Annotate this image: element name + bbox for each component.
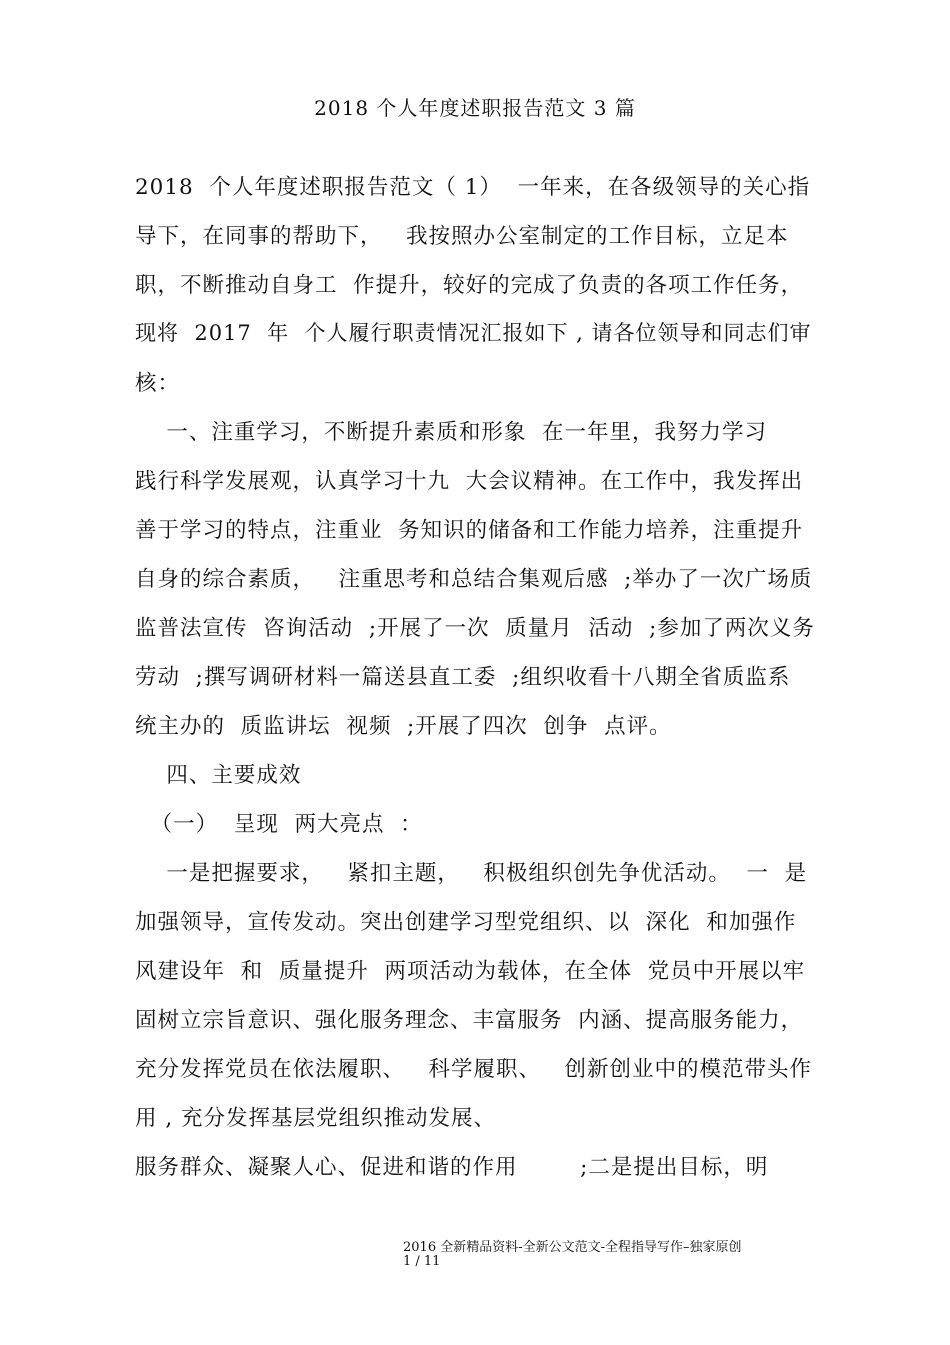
document-title: 2018 个人年度述职报告范文 3 篇 [314, 96, 636, 120]
body-line-17: 风建设年 和 质量提升 两项活动为载体，在全体 党员中开展以牢 [135, 959, 806, 984]
body-line-15: 一是把握要求， 紧扣主题， 积极组织创先争优活动。 一 是 [135, 861, 808, 886]
page-number: 1 / 11 [403, 1254, 441, 1269]
body-line-12: 统主办的 质监讲坛 视频 ;开展了四次 创争 点评。 [135, 714, 672, 739]
body-line-9: 自身的综合素质， 注重思考和总结合集观后感 ;举办了一次广场质 [135, 567, 813, 592]
body-line-16: 加强领导，宣传发动。突出创建学习型党组织、以 深化 和加强作 [135, 910, 797, 935]
section-heading: 四、主要成效 [135, 763, 302, 788]
body-line-19: 充分发挥党员在依法履职、 科学履职、 创新创业中的模范带头作 [135, 1057, 813, 1082]
body-line-20: 用 , 充分发挥基层党组织推动发展、 [135, 1106, 497, 1131]
body-line-18: 固树立宗旨意识、强化服务理念、丰富服务 内涵、提高服务能力， [135, 1008, 804, 1033]
body-line-5: 核： [135, 371, 181, 396]
subsection-heading: （一） 呈现 两大亮点 ： [135, 812, 423, 837]
body-line-11: 劳动 ;撰写调研材料一篇送县直工委 ;组织收看十八期全省质监系 [135, 665, 791, 690]
body-line-7: 践行科学发展观，认真学习十九 大会议精神。在工作中，我发挥出 [135, 469, 804, 494]
body-line-4: 现将 2017 年 个人履行职责情况汇报如下 , 请各位领导和同志们审 [135, 321, 812, 345]
body-line-1: 2018 个人年度述职报告范文（ 1） 一年来，在各级领导的关心指 [135, 175, 811, 200]
footer-caption: 2016 全新精品资料-全新公文范文-全程指导写作–独家原创 [403, 1240, 742, 1255]
body-line-10: 监普法宣传 咨询活动 ;开展了一次 质量月 活动 ;参加了两次义务 [135, 616, 815, 641]
body-line-3: 职，不断推动自身工 作提升，较好的完成了负责的各项工作任务， [135, 273, 804, 298]
body-line-8: 善于学习的特点，注重业 务知识的储备和工作能力培养，注重提升 [135, 518, 804, 543]
body-line-6: 一、注重学习，不断提升素质和形象 在一年里，我努力学习 [135, 420, 768, 445]
body-line-2: 导下，在同事的帮助下， 我按照办公室制定的工作目标，立足本 [135, 224, 789, 249]
body-line-21: 服务群众、凝聚人心、促进和谐的作用 ;二是提出目标，明 [135, 1155, 769, 1180]
